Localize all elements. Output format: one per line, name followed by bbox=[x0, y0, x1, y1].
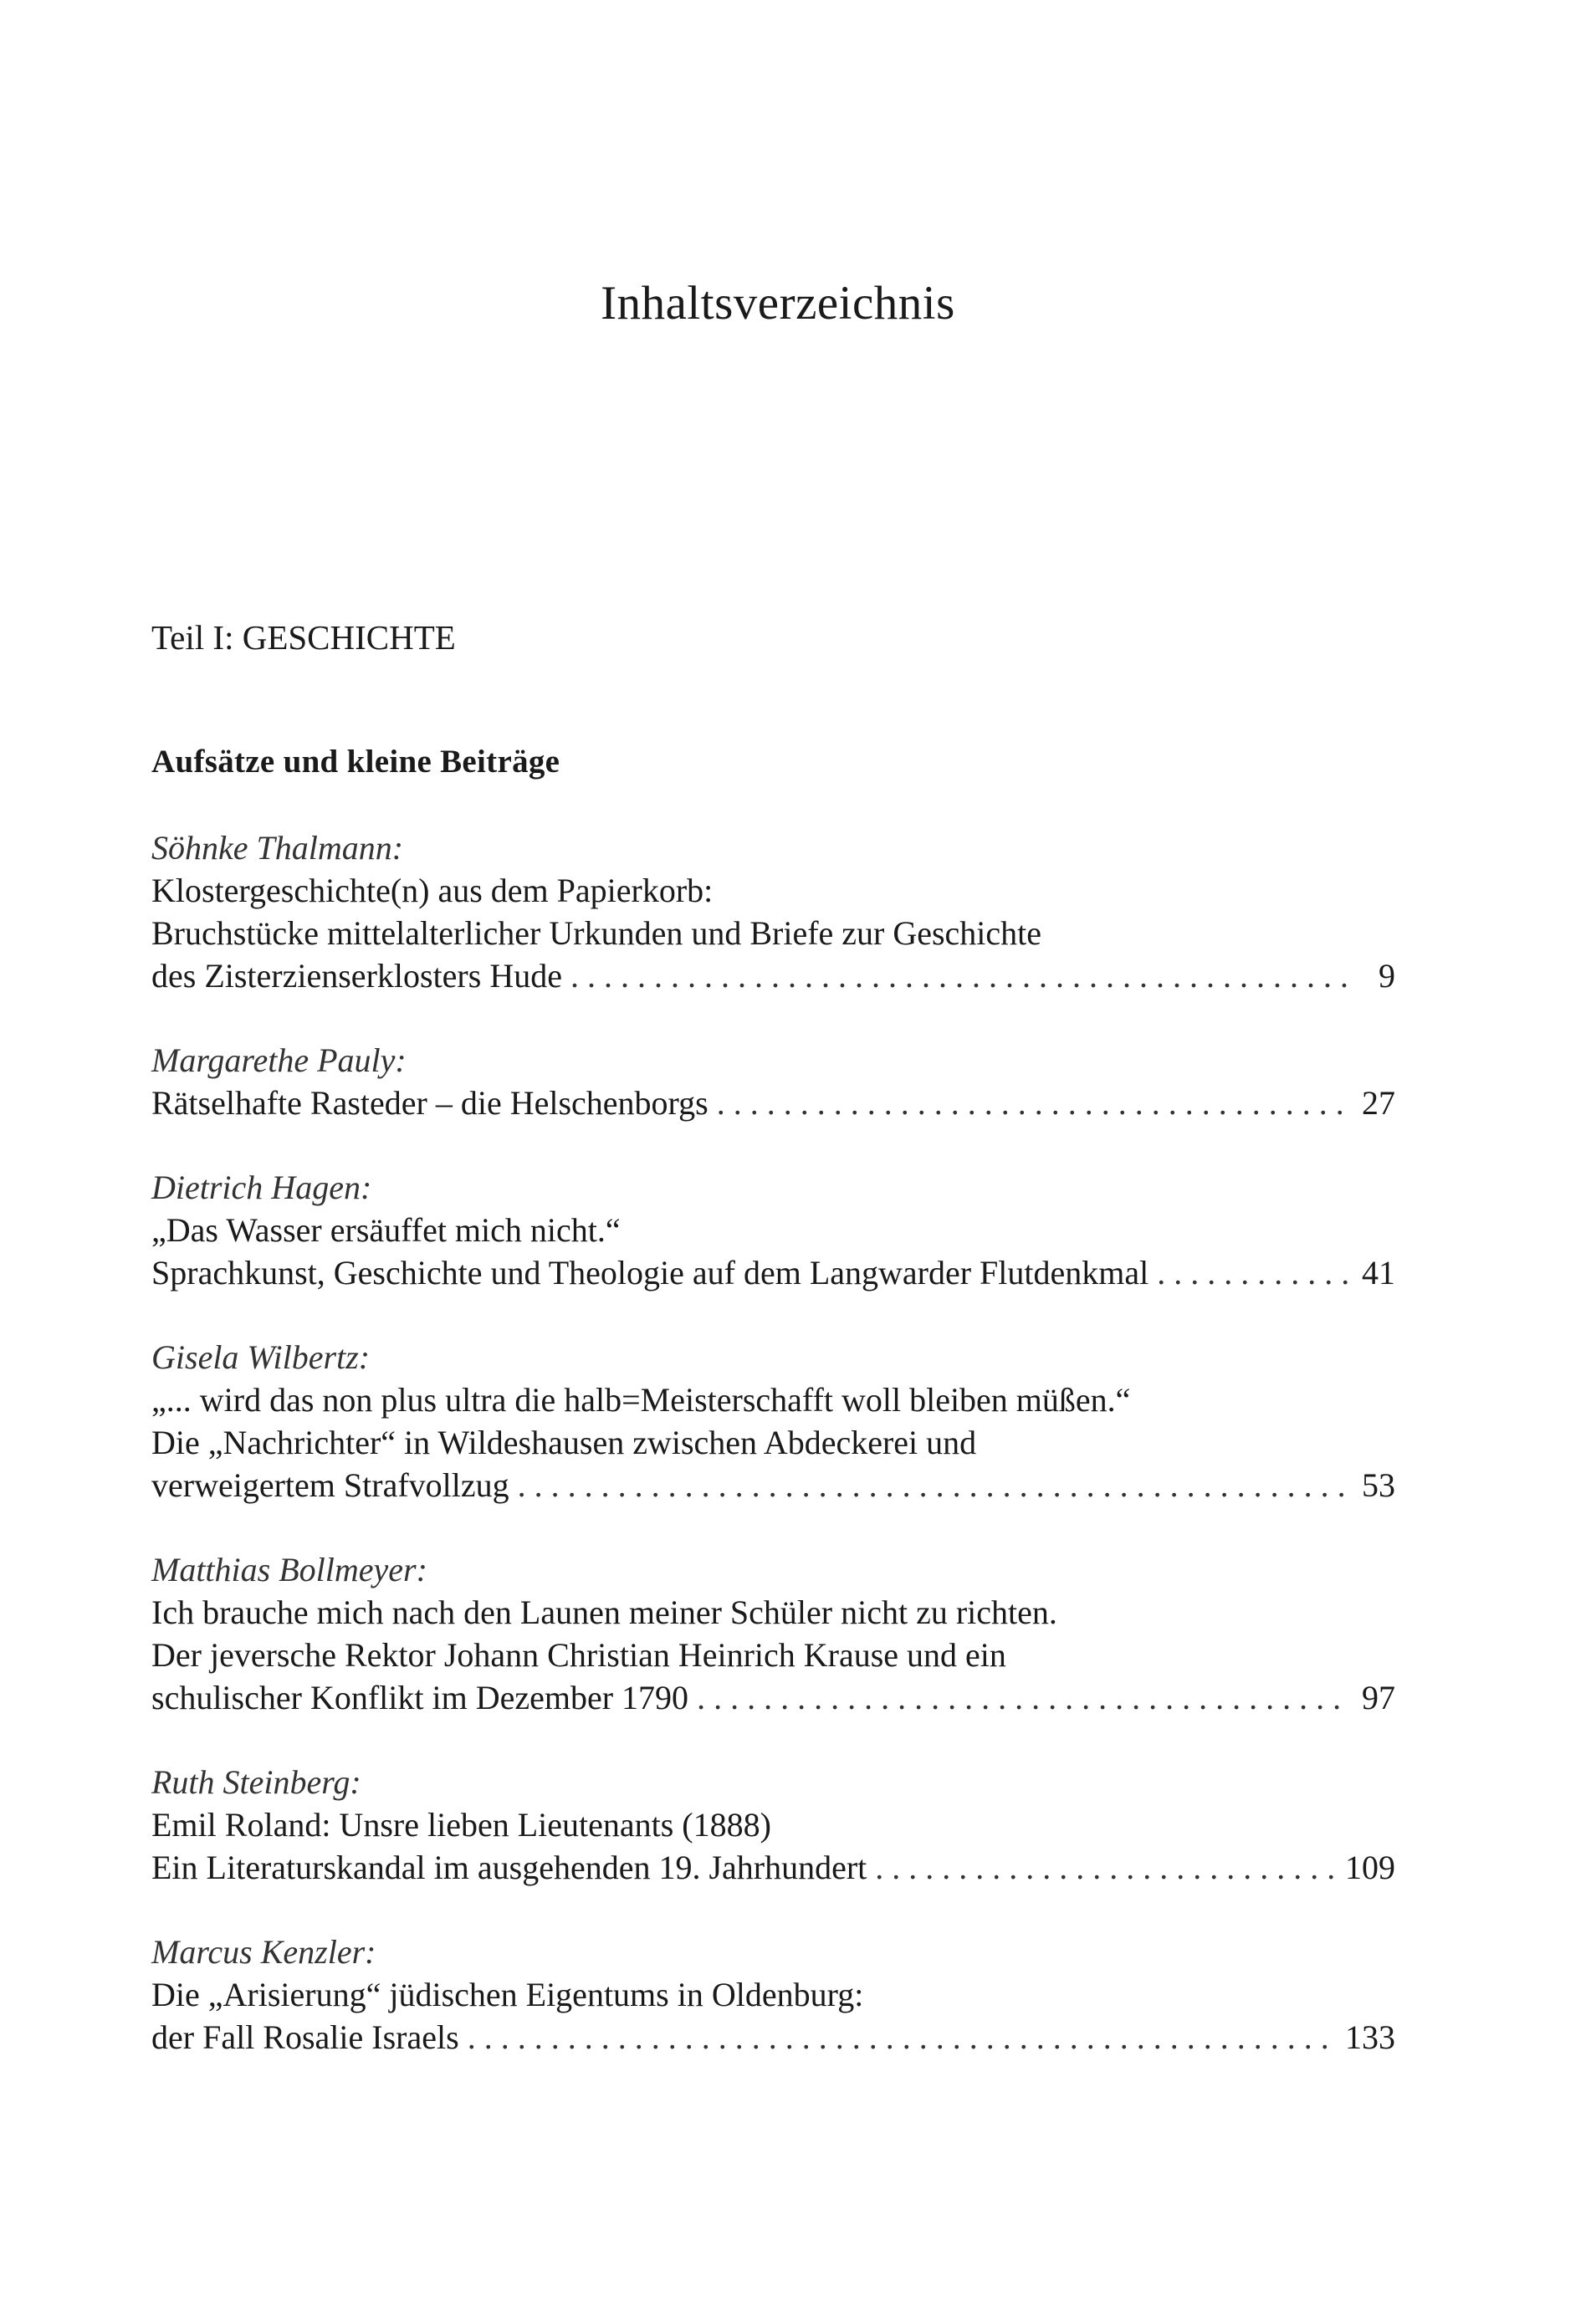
entry-title-line: Emil Roland: Unsre lieben Lieutenants (1888) bbox=[151, 1806, 771, 1844]
leader-dots bbox=[468, 2016, 1333, 2059]
entry-title-line: Bruchstücke mittelalterlicher Urkunden und Briefe zur Geschichte bbox=[151, 914, 1042, 952]
section-heading: Aufsätze und kleine Beiträge bbox=[151, 744, 560, 780]
leader-dots bbox=[875, 1846, 1333, 1889]
entry-title-line: Sprachkunst, Geschichte und Theologie auf dem Langwarder Flutdenkmal bbox=[151, 1254, 1149, 1291]
entry-author: Dietrich Hagen: bbox=[151, 1169, 372, 1206]
entry-last-line bbox=[151, 1082, 1395, 1124]
entry-author: Ruth Steinberg: bbox=[151, 1763, 361, 1801]
page-number: 27 bbox=[1362, 1084, 1395, 1122]
entry-last-line bbox=[151, 1846, 1395, 1889]
toc-entry[interactable] bbox=[151, 1336, 1395, 1506]
toc-entry[interactable] bbox=[151, 1039, 1395, 1124]
entry-title-line: „Das Wasser ersäuffet mich nicht.“ bbox=[151, 1211, 621, 1249]
entry-title-line: Klostergeschichte(n) aus dem Papierkorb: bbox=[151, 872, 714, 909]
entry-title-line: Die „Nachrichter“ in Wildeshausen zwischen Abdeckerei und bbox=[151, 1424, 977, 1461]
leader-dots bbox=[570, 954, 1350, 997]
entry-title-line: des Zisterzienserklosters Hude bbox=[151, 957, 562, 995]
entry-author: Margarethe Pauly: bbox=[151, 1041, 407, 1079]
entry-title-line: schulischer Konflikt im Dezember 1790 bbox=[151, 1679, 689, 1716]
entry-title-line: Ein Literaturskandal im ausgehenden 19. Jahrhundert bbox=[151, 1849, 867, 1886]
leader-dots bbox=[1157, 1251, 1350, 1294]
entry-author: Marcus Kenzler: bbox=[151, 1933, 376, 1971]
toc-entry[interactable] bbox=[151, 826, 1395, 997]
entry-author: Matthias Bollmeyer: bbox=[151, 1551, 427, 1588]
entry-last-line bbox=[151, 1251, 1395, 1294]
toc-entry[interactable] bbox=[151, 1548, 1395, 1719]
page-number: 133 bbox=[1345, 2018, 1395, 2056]
toc-entries bbox=[151, 826, 1395, 2100]
page-number: 41 bbox=[1362, 1254, 1395, 1291]
page-number: 109 bbox=[1345, 1849, 1395, 1886]
entry-title-line: Die „Arisierung“ jüdischen Eigentums in Oldenburg: bbox=[151, 1976, 864, 2013]
entry-last-line bbox=[151, 1676, 1395, 1719]
toc-entry[interactable] bbox=[151, 1166, 1395, 1294]
entry-title-line: „... wird das non plus ultra die halb=Meisterschafft woll bleiben müßen.“ bbox=[151, 1381, 1131, 1419]
leader-dots bbox=[697, 1676, 1350, 1719]
entry-title-line: verweigertem Strafvollzug bbox=[151, 1466, 509, 1504]
page-number: 53 bbox=[1362, 1466, 1395, 1504]
entry-title-line: Rätselhafte Rasteder – die Helschenborgs bbox=[151, 1084, 708, 1122]
entry-last-line bbox=[151, 954, 1395, 997]
entry-last-line bbox=[151, 1464, 1395, 1506]
entry-author: Gisela Wilbertz: bbox=[151, 1338, 371, 1376]
leader-dots bbox=[717, 1082, 1350, 1124]
part-heading: Teil I: GESCHICHTE bbox=[151, 618, 456, 657]
entry-author: Söhnke Thalmann: bbox=[151, 829, 404, 867]
toc-entry[interactable] bbox=[151, 1931, 1395, 2059]
toc-entry[interactable] bbox=[151, 1761, 1395, 1889]
leader-dots bbox=[518, 1464, 1350, 1506]
entry-title-line: Ich brauche mich nach den Launen meiner Schüler nicht zu richten. bbox=[151, 1593, 1057, 1631]
entry-title-line: der Fall Rosalie Israels bbox=[151, 2018, 459, 2056]
page-number: 97 bbox=[1362, 1679, 1395, 1716]
entry-last-line bbox=[151, 2016, 1395, 2059]
page-number: 9 bbox=[1379, 957, 1395, 995]
entry-title-line: Der jeversche Rektor Johann Christian Heinrich Krause und ein bbox=[151, 1636, 1006, 1674]
page-title: Inhaltsverzeichnis bbox=[601, 277, 955, 330]
